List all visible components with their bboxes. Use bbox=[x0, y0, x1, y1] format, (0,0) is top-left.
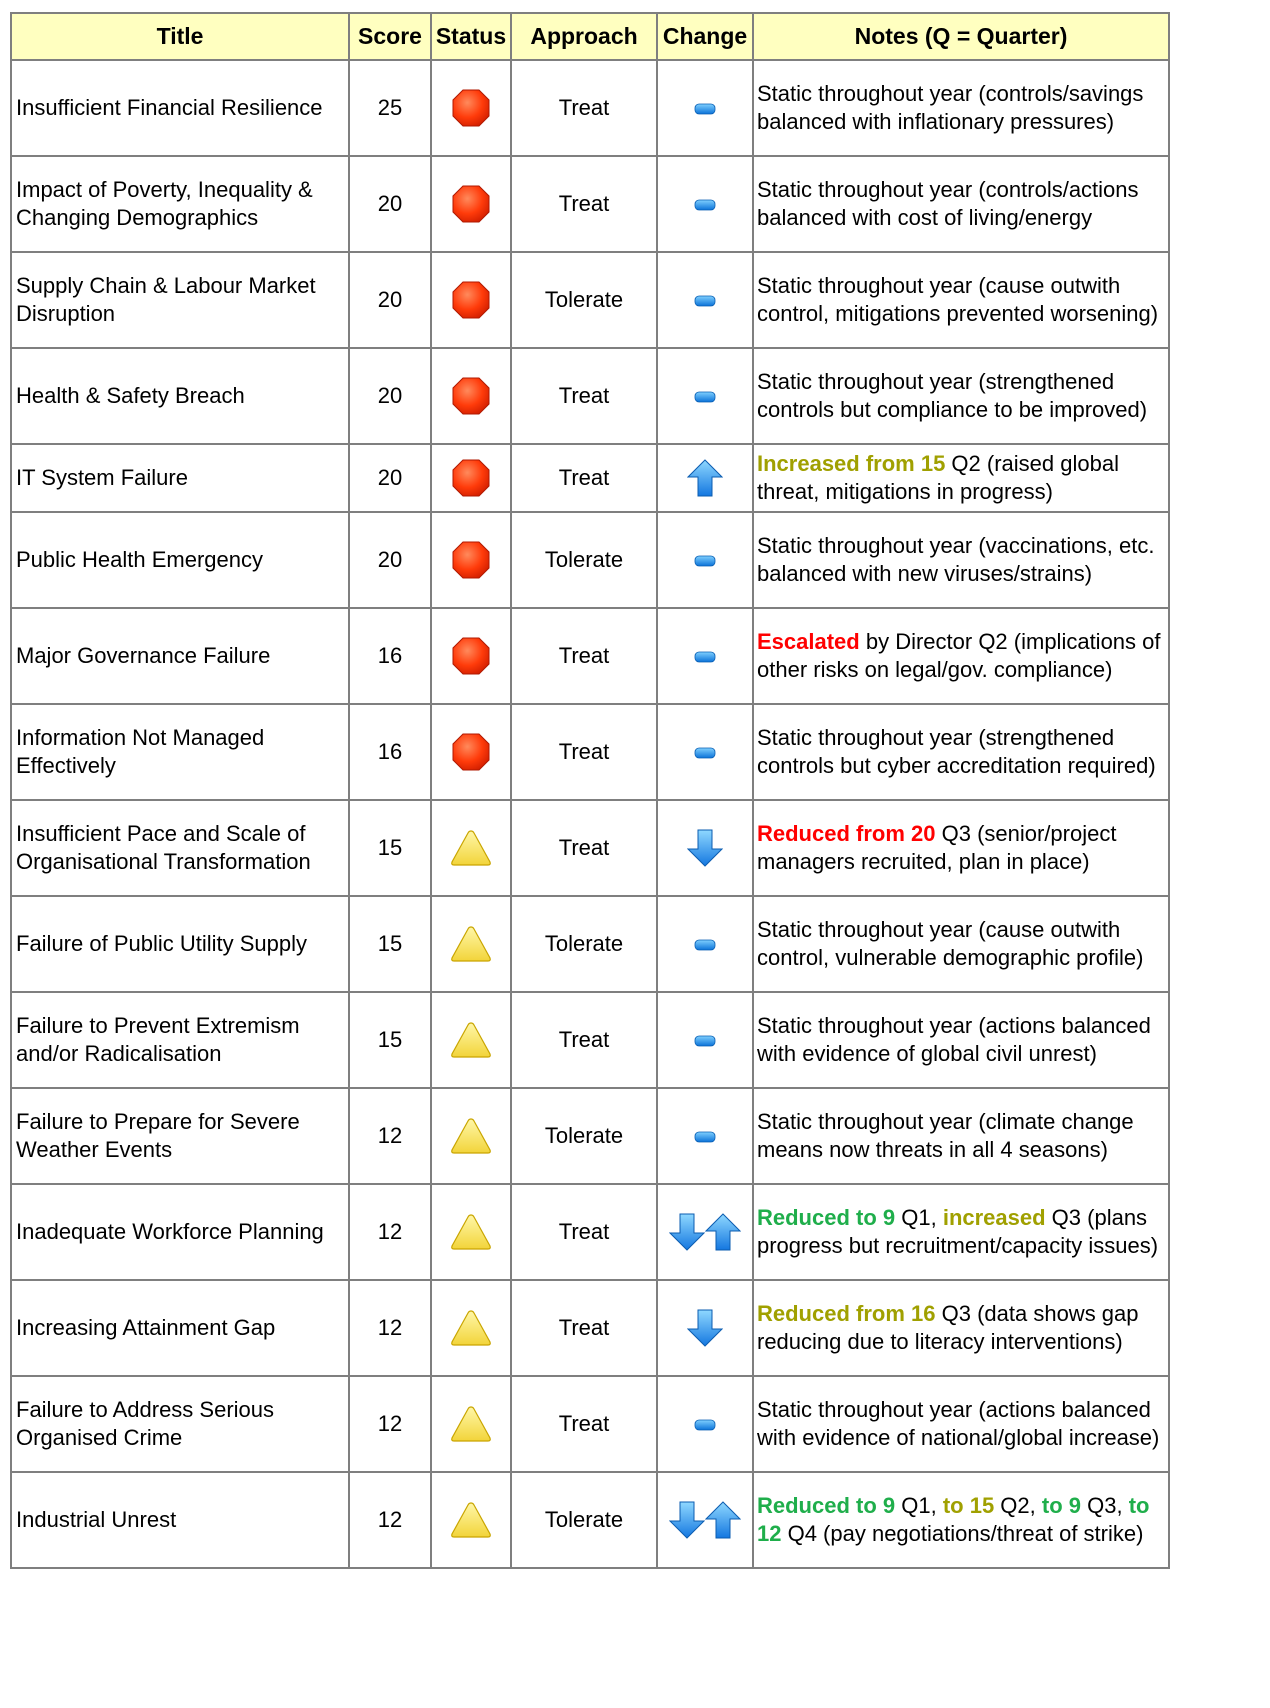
risk-status bbox=[431, 60, 511, 156]
risk-score: 16 bbox=[349, 608, 431, 704]
risk-approach: Tolerate bbox=[511, 896, 657, 992]
red-octagon-icon bbox=[452, 733, 490, 771]
note-text: Q3 (data shows gap reducing due to literacy interventions) bbox=[757, 1301, 1139, 1354]
note-text: Static throughout year (cause outwith control, mitigations prevented worsening) bbox=[757, 273, 1159, 326]
risk-notes bbox=[753, 1376, 1169, 1472]
table-row bbox=[11, 252, 1169, 348]
risk-approach: Treat bbox=[511, 60, 657, 156]
highlighted-note: Reduced from 16 bbox=[757, 1301, 936, 1326]
highlighted-note: Reduced from 20 bbox=[757, 821, 936, 846]
risk-change bbox=[657, 704, 753, 800]
note-text: Q2 (raised global threat, mitigations in progress) bbox=[757, 451, 1119, 504]
risk-approach: Treat bbox=[511, 608, 657, 704]
note-text: Static throughout year (cause outwith control, vulnerable demographic profile) bbox=[757, 917, 1144, 970]
risk-change bbox=[657, 608, 753, 704]
arrow-down-icon bbox=[669, 1501, 705, 1539]
risk-notes bbox=[753, 704, 1169, 800]
risk-title: Insufficient Pace and Scale of Organisational Transformation bbox=[11, 800, 349, 896]
risk-rows bbox=[11, 60, 1169, 1568]
risk-title: Health & Safety Breach bbox=[11, 348, 349, 444]
risk-notes bbox=[753, 896, 1169, 992]
risk-notes bbox=[753, 1472, 1169, 1568]
header-title: Title bbox=[11, 13, 349, 60]
risk-score: 20 bbox=[349, 156, 431, 252]
amber-triangle-icon bbox=[450, 1213, 492, 1251]
risk-approach: Treat bbox=[511, 704, 657, 800]
risk-notes bbox=[753, 1088, 1169, 1184]
risk-change bbox=[657, 444, 753, 512]
risk-status bbox=[431, 156, 511, 252]
risk-score: 16 bbox=[349, 704, 431, 800]
risk-change bbox=[657, 156, 753, 252]
risk-score: 20 bbox=[349, 444, 431, 512]
risk-approach: Treat bbox=[511, 156, 657, 252]
no-change-dash-icon bbox=[694, 651, 716, 663]
table-row bbox=[11, 1280, 1169, 1376]
risk-title: Failure to Prevent Extremism and/or Radicalisation bbox=[11, 992, 349, 1088]
highlighted-note: to 12 bbox=[757, 1493, 1150, 1546]
risk-notes bbox=[753, 60, 1169, 156]
risk-status bbox=[431, 1184, 511, 1280]
risk-status bbox=[431, 348, 511, 444]
table-row bbox=[11, 512, 1169, 608]
note-text: Q3 (plans progress but recruitment/capacity issues) bbox=[757, 1205, 1159, 1258]
arrow-up-icon bbox=[705, 1213, 741, 1251]
risk-change bbox=[657, 1184, 753, 1280]
arrow-up-icon bbox=[687, 459, 723, 497]
risk-status bbox=[431, 1472, 511, 1568]
risk-notes bbox=[753, 992, 1169, 1088]
risk-notes bbox=[753, 800, 1169, 896]
risk-notes bbox=[753, 1280, 1169, 1376]
risk-score: 12 bbox=[349, 1280, 431, 1376]
risk-change bbox=[657, 1472, 753, 1568]
risk-score: 12 bbox=[349, 1184, 431, 1280]
risk-approach: Treat bbox=[511, 1184, 657, 1280]
risk-notes bbox=[753, 348, 1169, 444]
red-octagon-icon bbox=[452, 281, 490, 319]
risk-change bbox=[657, 1280, 753, 1376]
risk-title: Insufficient Financial Resilience bbox=[11, 60, 349, 156]
table-row bbox=[11, 1088, 1169, 1184]
risk-score: 12 bbox=[349, 1088, 431, 1184]
risk-status bbox=[431, 608, 511, 704]
risk-change bbox=[657, 992, 753, 1088]
risk-notes bbox=[753, 252, 1169, 348]
amber-triangle-icon bbox=[450, 1021, 492, 1059]
risk-change bbox=[657, 800, 753, 896]
table-row bbox=[11, 444, 1169, 512]
note-text: Static throughout year (strengthened controls but compliance to be improved) bbox=[757, 369, 1148, 422]
highlighted-note: Reduced to 9 bbox=[757, 1205, 896, 1230]
risk-status bbox=[431, 1376, 511, 1472]
red-octagon-icon bbox=[452, 541, 490, 579]
risk-approach: Treat bbox=[511, 1376, 657, 1472]
table-row bbox=[11, 896, 1169, 992]
table-row bbox=[11, 1184, 1169, 1280]
note-text: Static throughout year (controls/actions balanced with cost of living/energy bbox=[757, 177, 1139, 230]
red-octagon-icon bbox=[452, 459, 490, 497]
header-change: Change bbox=[657, 13, 753, 60]
risk-change bbox=[657, 60, 753, 156]
risk-title: Increasing Attainment Gap bbox=[11, 1280, 349, 1376]
risk-approach: Treat bbox=[511, 992, 657, 1088]
note-text: Static throughout year (actions balanced with evidence of national/global increase) bbox=[757, 1397, 1160, 1450]
red-octagon-icon bbox=[452, 637, 490, 675]
note-text: Q2, bbox=[994, 1493, 1042, 1518]
risk-change bbox=[657, 348, 753, 444]
header-score: Score bbox=[349, 13, 431, 60]
no-change-dash-icon bbox=[694, 939, 716, 951]
highlighted-note: Reduced to 9 bbox=[757, 1493, 896, 1518]
table-row bbox=[11, 992, 1169, 1088]
risk-score: 15 bbox=[349, 992, 431, 1088]
risk-status bbox=[431, 1088, 511, 1184]
table-row bbox=[11, 608, 1169, 704]
risk-notes bbox=[753, 1184, 1169, 1280]
amber-triangle-icon bbox=[450, 1117, 492, 1155]
no-change-dash-icon bbox=[694, 103, 716, 115]
arrow-down-icon bbox=[687, 1309, 723, 1347]
risk-title: Failure to Prepare for Severe Weather Events bbox=[11, 1088, 349, 1184]
risk-title: Failure of Public Utility Supply bbox=[11, 896, 349, 992]
no-change-dash-icon bbox=[694, 391, 716, 403]
amber-triangle-icon bbox=[450, 829, 492, 867]
risk-title: Failure to Address Serious Organised Crime bbox=[11, 1376, 349, 1472]
risk-status bbox=[431, 704, 511, 800]
note-text: Q4 (pay negotiations/threat of strike) bbox=[781, 1521, 1144, 1546]
risk-score: 20 bbox=[349, 512, 431, 608]
risk-status bbox=[431, 512, 511, 608]
risk-approach: Tolerate bbox=[511, 1088, 657, 1184]
note-text: Static throughout year (climate change means now threats in all 4 seasons) bbox=[757, 1109, 1134, 1162]
no-change-dash-icon bbox=[694, 1419, 716, 1431]
no-change-dash-icon bbox=[694, 747, 716, 759]
arrow-up-icon bbox=[705, 1501, 741, 1539]
risk-approach: Tolerate bbox=[511, 252, 657, 348]
highlighted-note: increased bbox=[942, 1205, 1046, 1230]
risk-title: Impact of Poverty, Inequality & Changing Demographics bbox=[11, 156, 349, 252]
header-notes: Notes (Q = Quarter) bbox=[753, 13, 1169, 60]
note-text: Q1, bbox=[895, 1493, 943, 1518]
risk-score: 15 bbox=[349, 896, 431, 992]
risk-change bbox=[657, 1376, 753, 1472]
risk-approach: Treat bbox=[511, 800, 657, 896]
red-octagon-icon bbox=[452, 89, 490, 127]
amber-triangle-icon bbox=[450, 1501, 492, 1539]
risk-approach: Treat bbox=[511, 348, 657, 444]
risk-status bbox=[431, 252, 511, 348]
red-octagon-icon bbox=[452, 185, 490, 223]
risk-title: Information Not Managed Effectively bbox=[11, 704, 349, 800]
risk-score: 15 bbox=[349, 800, 431, 896]
note-text: Static throughout year (strengthened controls but cyber accreditation required) bbox=[757, 725, 1156, 778]
header-approach: Approach bbox=[511, 13, 657, 60]
arrow-down-icon bbox=[687, 829, 723, 867]
note-text: Q1, bbox=[895, 1205, 943, 1230]
risk-register-table bbox=[10, 12, 1170, 1569]
risk-notes bbox=[753, 512, 1169, 608]
no-change-dash-icon bbox=[694, 1131, 716, 1143]
table-row bbox=[11, 1472, 1169, 1568]
table-row bbox=[11, 60, 1169, 156]
risk-status bbox=[431, 444, 511, 512]
note-text: Q3, bbox=[1081, 1493, 1129, 1518]
risk-approach: Tolerate bbox=[511, 1472, 657, 1568]
header-status: Status bbox=[431, 13, 511, 60]
table-row bbox=[11, 156, 1169, 252]
note-text: by Director Q2 (implications of other risks on legal/gov. compliance) bbox=[757, 629, 1161, 682]
header-row bbox=[11, 13, 1169, 60]
risk-change bbox=[657, 896, 753, 992]
table-row bbox=[11, 704, 1169, 800]
amber-triangle-icon bbox=[450, 925, 492, 963]
risk-title: IT System Failure bbox=[11, 444, 349, 512]
risk-status bbox=[431, 800, 511, 896]
risk-approach: Treat bbox=[511, 1280, 657, 1376]
table-row bbox=[11, 348, 1169, 444]
highlighted-note: to 9 bbox=[1041, 1493, 1081, 1518]
amber-triangle-icon bbox=[450, 1405, 492, 1443]
no-change-dash-icon bbox=[694, 1035, 716, 1047]
note-text: Static throughout year (actions balanced with evidence of global civil unrest) bbox=[757, 1013, 1151, 1066]
table-row bbox=[11, 800, 1169, 896]
risk-score: 20 bbox=[349, 252, 431, 348]
note-text: Static throughout year (controls/savings balanced with inflationary pressures) bbox=[757, 81, 1144, 134]
no-change-dash-icon bbox=[694, 295, 716, 307]
risk-notes bbox=[753, 444, 1169, 512]
highlighted-note: to 15 bbox=[942, 1493, 995, 1518]
risk-approach: Treat bbox=[511, 444, 657, 512]
risk-title: Industrial Unrest bbox=[11, 1472, 349, 1568]
risk-approach: Tolerate bbox=[511, 512, 657, 608]
risk-score: 20 bbox=[349, 348, 431, 444]
amber-triangle-icon bbox=[450, 1309, 492, 1347]
red-octagon-icon bbox=[452, 377, 490, 415]
note-text: Q3 (senior/project managers recruited, plan in place) bbox=[757, 821, 1117, 874]
risk-change bbox=[657, 512, 753, 608]
risk-score: 12 bbox=[349, 1472, 431, 1568]
risk-title: Public Health Emergency bbox=[11, 512, 349, 608]
risk-notes bbox=[753, 608, 1169, 704]
highlighted-note: Escalated bbox=[757, 629, 860, 654]
risk-title: Major Governance Failure bbox=[11, 608, 349, 704]
risk-title: Supply Chain & Labour Market Disruption bbox=[11, 252, 349, 348]
arrow-down-icon bbox=[669, 1213, 705, 1251]
risk-change bbox=[657, 252, 753, 348]
risk-notes bbox=[753, 156, 1169, 252]
no-change-dash-icon bbox=[694, 199, 716, 211]
risk-change bbox=[657, 1088, 753, 1184]
no-change-dash-icon bbox=[694, 555, 716, 567]
highlighted-note: Increased from 15 bbox=[757, 451, 946, 476]
table-row bbox=[11, 1376, 1169, 1472]
risk-status bbox=[431, 992, 511, 1088]
risk-score: 12 bbox=[349, 1376, 431, 1472]
risk-status bbox=[431, 1280, 511, 1376]
risk-score: 25 bbox=[349, 60, 431, 156]
risk-title: Inadequate Workforce Planning bbox=[11, 1184, 349, 1280]
risk-status bbox=[431, 896, 511, 992]
note-text: Static throughout year (vaccinations, etc. balanced with new viruses/strains) bbox=[757, 533, 1155, 586]
